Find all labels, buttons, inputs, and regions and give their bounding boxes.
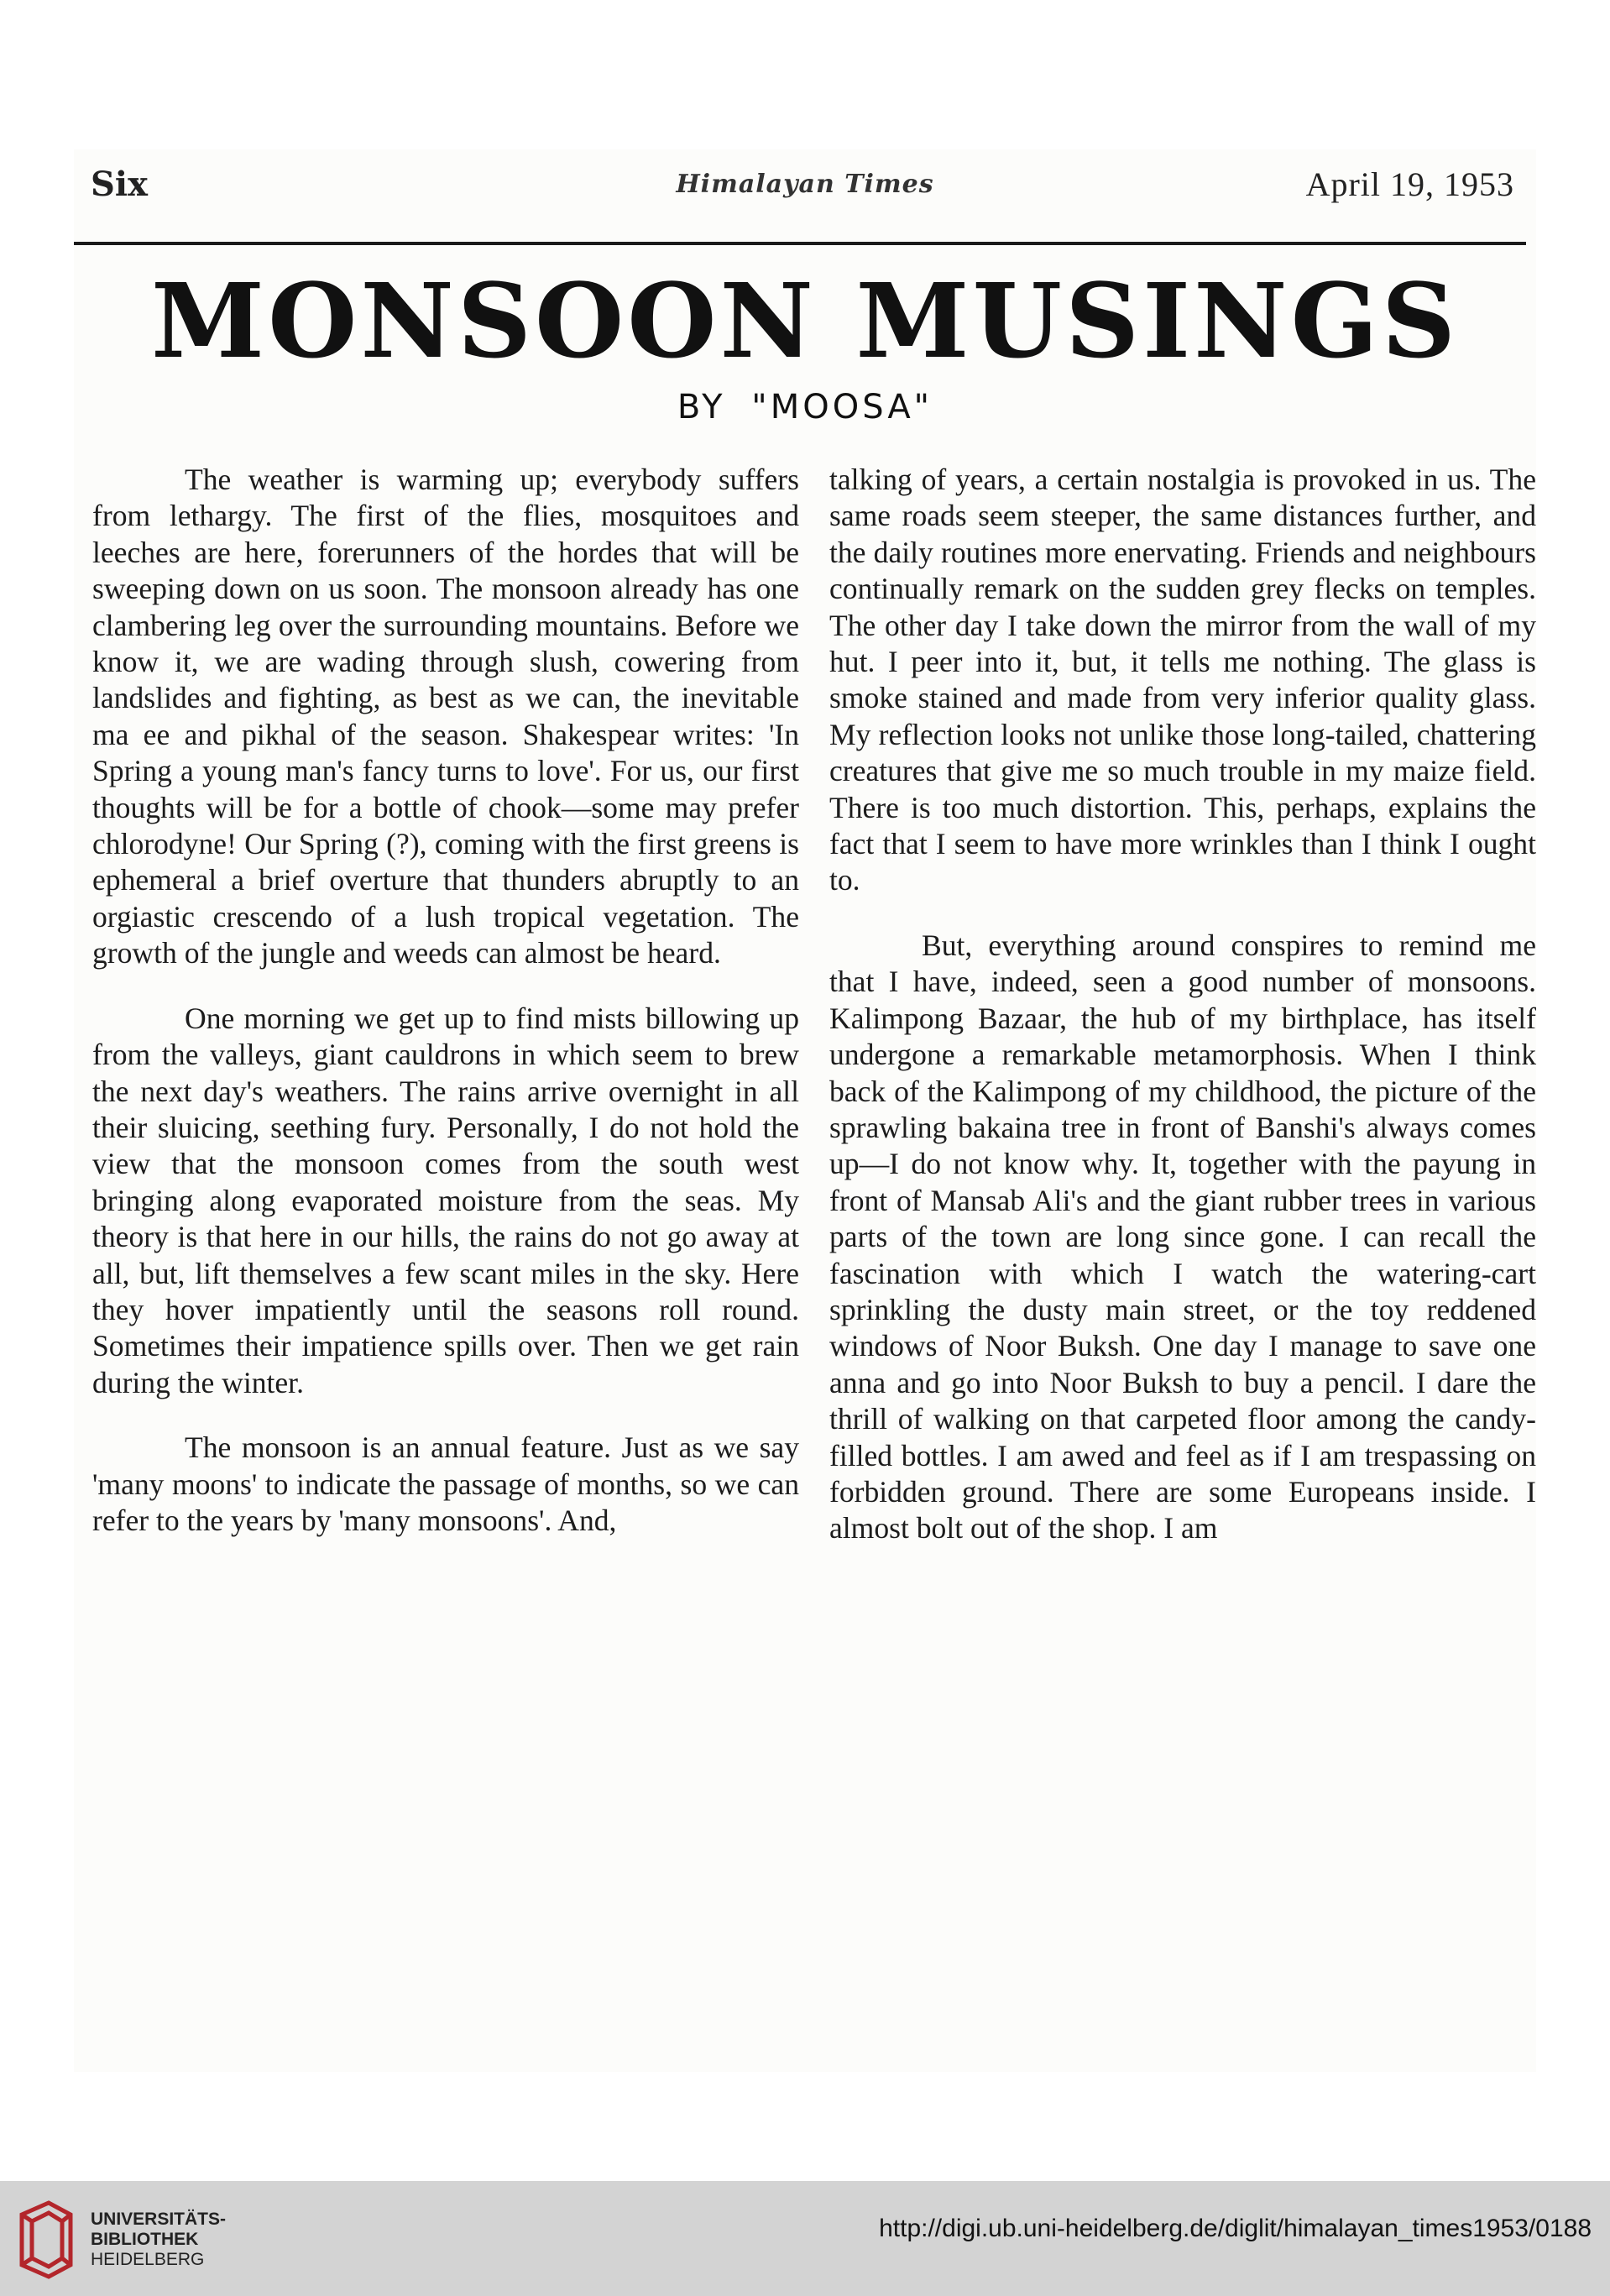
digitization-footer (0, 2181, 1610, 2296)
newspaper-name: Himalayan Times (676, 170, 934, 199)
left-paragraph-1: The weather is warming up; everybody suffers from lethargy. The first of the flies, mosquitoes and leeches are here, forerunners of the hordes that will be sweeping down on us soon. The monsoon already has one clambering leg over the surrounding mountains. Before we know it, we are wading through slush, cowering from landslides and fighting, as best as we can, the inevitable ma ee and pikhal of the season. Shakespear writes: 'In Spring a young man's fancy turns to love'. For us, our first thoughts will be for a bottle of chook—some may prefer chlorodyne! Our Spring (?), coming with the first greens is ephemeral a brief overture that thunders abruptly to an orgiastic crescendo of a lush tropical vegetation. The growth of the jungle and weeds can almost be heard. (92, 463, 799, 970)
right-paragraph-2: But, everything around conspires to remind me that I have, indeed, seen a good number of monsoons. Kalimpong Bazaar, the hub of my birthplace, has itself undergone a remarkable metamorphosis. When I think back of the Kalimpong of my childhood, the picture of the sprawling bakaina tree in front of Banshi's always comes up—I do not know why. It, together with the payung in front of Mansab Ali's and the giant rubber trees in various parts of the town are long since gone. I can recall the fascination with which I watch the watering-cart sprinkling the dusty main street, or the toy reddened windows of Noor Buksh. One day I manage to save one anna and go into Noor Buksh to buy a pencil. I dare the thrill of walking on that carpeted floor among the candy-filled bottles. I am awed and feel as if I am trespassing on forbidden ground. There are some Europeans inside. I almost bolt out of the shop. I am (829, 928, 1536, 1545)
library-name (91, 2210, 226, 2270)
logo-line-3: HEIDELBERG (91, 2250, 205, 2269)
article-right-column (829, 462, 1536, 1547)
logo-line-2: BIBLIOTHEK (91, 2230, 199, 2249)
page-label: Six (91, 165, 148, 204)
left-paragraph-2: One morning we get up to find mists billowing up from the valleys, giant cauldrons in which seem to brew the next day's weathers. The rains arrive overnight in all their sluicing, seething fury. Personally, I do not hold the view that the monsoon comes from the south west bringing along evaporated moisture from the seas. My theory is that here in our hills, the rains do not go away at all, but, lift themselves a few scant miles in the sky. Here they hover impatiently until the seasons roll round. Sometimes their impatience spills over. Then we get rain during the winter. (92, 1001, 799, 1399)
logo-line-1: UNIVERSITÄTS- (91, 2210, 227, 2229)
left-paragraph-3: The monsoon is an annual feature. Just as we say 'many moons' to indicate the passage of months, so we can refer to the years by 'many monsoons'. And, (92, 1430, 799, 1537)
issue-date: April 19, 1953 (1305, 165, 1514, 203)
newspaper-header (84, 158, 1526, 217)
right-paragraph-1: talking of years, a certain nostalgia is provoked in us. The same roads seem steeper, the same distances further, and the daily routines more enervating. Friends and neighbours continually remark on the sudden grey flecks on temples. The other day I take down the mirror from the wall of my hut. I peer into it, but, it tells me nothing. The glass is smoke stained and made from very inferior quality glass. My reflection looks not unlike those long-tailed, chattering creatures that give me so much trouble in my maize field. There is too much distortion. This, perhaps, explains the fact that I seem to have more wrinkles than I think I ought to. (829, 463, 1536, 897)
permalink-url[interactable]: http://digi.ub.uni-heidelberg.de/diglit/himalayan_times1953/0188 (879, 2215, 1592, 2242)
header-rule (74, 242, 1526, 245)
article-byline: BY "MOOSA" (677, 388, 933, 426)
article-left-column (92, 462, 799, 1539)
article-title: MONSOON MUSINGS (151, 260, 1459, 381)
ub-heidelberg-logo-icon[interactable] (15, 2198, 77, 2282)
